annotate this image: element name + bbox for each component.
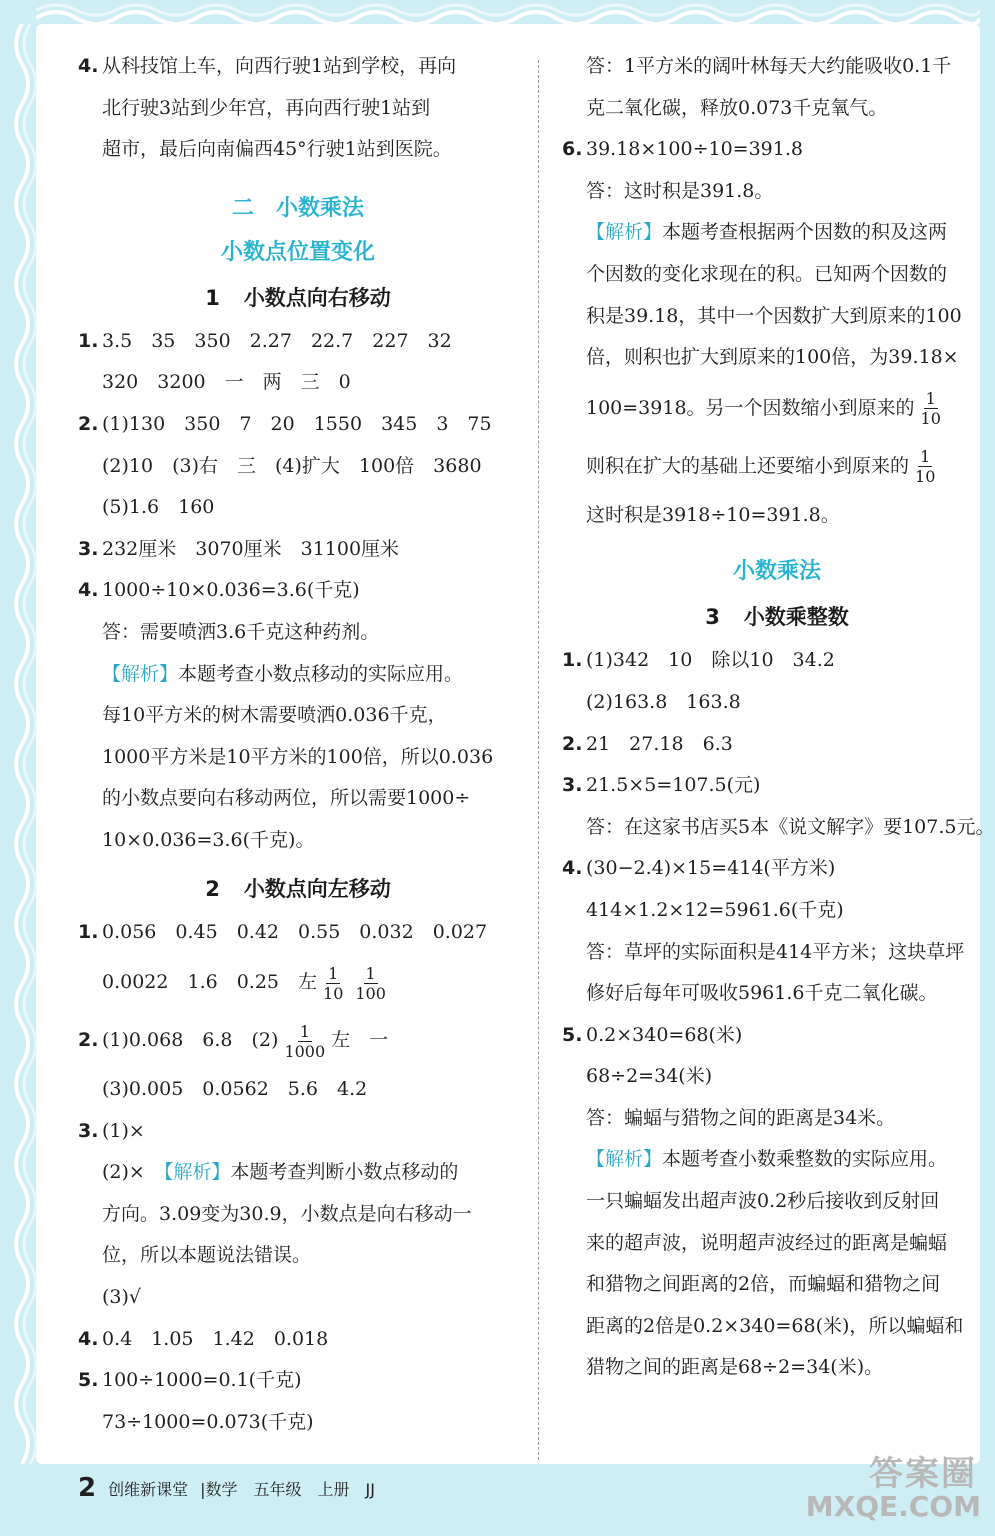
answer-line: 答：需要喷洒3.6千克这种药剂。 [102, 620, 380, 643]
answer-text: 0.2×340=68(米) [586, 1023, 743, 1046]
analysis-tag: 【解析】 [586, 1148, 663, 1171]
answer-line: 答：蝙蝠与猎物之间的距离是34米。 [586, 1106, 896, 1129]
answer-line [78, 953, 518, 1011]
answer-line: 答：这时积是391.8。 [586, 179, 774, 202]
question-number: 5. [562, 1023, 583, 1046]
answer-line [78, 404, 518, 446]
section-title: 小数乘法 [732, 559, 821, 585]
analysis-line: 位，所以本题说法错误。 [102, 1244, 312, 1267]
fraction [284, 1022, 325, 1061]
left-column [78, 46, 518, 1443]
answer-line [78, 1319, 518, 1361]
fraction [323, 964, 343, 1003]
question-number: 2. [78, 412, 99, 435]
answer-line [562, 129, 992, 171]
answer-line [78, 1360, 518, 1402]
fraction [915, 447, 935, 486]
answer-text: (1)342 10 除以10 34.2 [586, 649, 835, 672]
answer-text: 1000÷10×0.036=3.6(千克) [102, 579, 360, 602]
fraction-denominator: 100 [355, 983, 386, 1003]
watermark [807, 1446, 987, 1528]
answer-line [562, 1015, 992, 1057]
answer-line: 答：1平方米的阔叶林每天大约能吸收0.1千 [586, 55, 952, 77]
answer-line [78, 529, 518, 571]
answer-line [562, 640, 992, 682]
question-number: 1. [562, 649, 583, 672]
question-number: 3. [78, 1119, 99, 1142]
answer-text: 从科技馆上车，向西行驶1站到学校，再向 [102, 55, 457, 77]
page-number: 2 [78, 1473, 97, 1503]
book-name: 创维新课堂 [108, 1479, 189, 1499]
answer-line: 克二氧化碳，释放0.073千克氧气。 [586, 96, 888, 119]
answer-line: 答：在这家书店买5本《说文解字》要107.5元。 [586, 815, 995, 838]
analysis-line [562, 379, 992, 437]
answer-line: 修好后每年可吸收5961.6千克二氧化碳。 [586, 982, 938, 1005]
fraction [355, 964, 386, 1003]
answer-line: 答：草坪的实际面积是414平方米；这块草坪 [586, 940, 965, 963]
section-title: 小数点位置变化 [220, 239, 375, 265]
answer-line: 68÷2=34(米) [586, 1065, 713, 1088]
answer-line [78, 912, 518, 954]
answer-text: 0.4 1.05 1.42 0.018 [102, 1327, 329, 1350]
analysis-line: 一只蝙蝠发出超声波0.2秒后接收到反射回 [586, 1190, 940, 1213]
answer-text: 21 27.18 6.3 [586, 732, 733, 755]
analysis-line: 和猎物之间距离的2倍，而蝙蝠和猎物之间 [586, 1273, 941, 1296]
page-footer [78, 1468, 375, 1508]
fraction [921, 389, 941, 428]
answer-text: 39.18×100÷10=391.8 [586, 138, 803, 161]
analysis-line: 个因数的变化求现在的积。已知两个因数的 [586, 262, 948, 285]
question-number: 4. [78, 1327, 99, 1350]
answer-line: (5)1.6 160 [102, 496, 215, 519]
unit-title: 二 小数乘法 [231, 195, 364, 221]
answer-text: 21.5×5=107.5(元) [586, 774, 761, 797]
question-number: 4. [78, 55, 99, 77]
fraction-denominator: 10 [920, 409, 941, 429]
answer-text: (1)0.068 6.8 (2) [102, 1029, 279, 1052]
answer-line: (2)10 (3)右 三 (4)扩大 100倍 3680 [102, 454, 482, 477]
answer-line [562, 848, 992, 890]
answer-text: (2)× [102, 1161, 164, 1184]
fraction-numerator: 1 [365, 963, 376, 983]
analysis-line: 10×0.036=3.6(千克)。 [102, 828, 315, 851]
analysis-line: 来的超声波，说明超声波经过的距离是蝙蝠 [586, 1231, 948, 1254]
analysis-line: 猎物之间的距离是68÷2=34(米)。 [586, 1356, 884, 1379]
answer-line [562, 724, 992, 766]
answer-text: (1)130 350 7 20 1550 345 3 75 [102, 412, 492, 435]
answer-line: (2)163.8 163.8 [586, 690, 741, 713]
answer-text: 100÷1000=0.1(千克) [102, 1369, 302, 1392]
analysis-line: 这时积是3918÷10=391.8。 [586, 503, 840, 526]
column-divider [538, 60, 539, 1460]
fraction-denominator: 1000 [284, 1041, 326, 1061]
analysis-line: 积是39.18，其中一个因数扩大到原来的100 [586, 304, 962, 327]
analysis-line [562, 212, 992, 254]
fraction-numerator: 1 [299, 1021, 310, 1041]
question-number: 1. [78, 329, 99, 352]
answer-line [78, 321, 518, 363]
question-number: 2. [562, 732, 583, 755]
answer-line: 320 3200 一 两 三 0 [102, 371, 351, 394]
answer-line: 北行驶3站到少年宫，再向西行驶1站到 [102, 96, 431, 119]
answer-line: 73÷1000=0.073(千克) [102, 1410, 314, 1433]
analysis-tag: 【解析】 [586, 221, 663, 244]
analysis-line: 倍，则积也扩大到原来的100倍，为39.18× [586, 346, 959, 369]
question-number: 6. [562, 138, 583, 161]
question-number: 4. [78, 579, 99, 602]
fraction-denominator: 10 [915, 467, 936, 487]
answer-text: 0.0022 1.6 0.25 左 [102, 971, 318, 994]
analysis-line: 方向。3.09变为30.9，小数点是向右移动一 [102, 1202, 472, 1225]
lesson-number: 2 [205, 876, 220, 901]
analysis-line: 每10平方米的树木需要喷洒0.036千克， [102, 704, 447, 727]
question-number: 3. [562, 774, 583, 797]
question-number: 1. [78, 920, 99, 943]
fraction-numerator: 1 [920, 447, 931, 467]
lesson-name: 小数点向右移动 [243, 285, 391, 310]
fraction-denominator: 10 [323, 983, 344, 1003]
answer-text: (30−2.4)×15=414(平方米) [586, 857, 836, 880]
lesson-number: 3 [705, 605, 720, 630]
fraction-numerator: 1 [328, 963, 339, 983]
analysis-text: 本题考查小数点移动的实际应用。 [178, 662, 464, 685]
lesson-number: 1 [205, 285, 220, 310]
lesson-title [78, 866, 518, 912]
answer-line: 414×1.2×12=5961.6(千克) [586, 898, 844, 921]
lesson-name: 小数点向左移动 [243, 876, 391, 901]
analysis-line [562, 1139, 992, 1181]
answer-line [562, 765, 992, 807]
answer-line: 超市，最后向南偏西45°行驶1站到医院。 [102, 138, 452, 161]
analysis-text: 本题考查根据两个因数的积及这两 [662, 221, 948, 244]
answer-line: (3)0.005 0.0562 5.6 4.2 [102, 1078, 368, 1101]
answer-text: 232厘米 3070厘米 31100厘米 [102, 537, 400, 560]
decorative-wave-left [0, 24, 40, 1464]
analysis-line [562, 437, 992, 495]
analysis-text: 100=3918。另一个因数缩小到原来的 [586, 396, 915, 419]
book-subject: |数学 五年级 上册 JJ [200, 1479, 375, 1499]
analysis-text: 则积在扩大的基础上还要缩小到原来的 [586, 454, 910, 477]
analysis-line: 的小数点要向右移动两位，所以需要1000÷ [102, 787, 471, 810]
answer-text: 0.056 0.45 0.42 0.55 0.032 0.027 [102, 920, 488, 943]
lesson-title [78, 275, 518, 321]
question-number: 3. [78, 537, 99, 560]
analysis-line [78, 654, 518, 696]
question-number: 5. [78, 1369, 99, 1392]
question-number: 2. [78, 1029, 99, 1052]
lesson-title [562, 594, 992, 640]
answer-text: 3.5 35 350 2.27 22.7 227 32 [102, 329, 452, 352]
answer-line [78, 1011, 518, 1069]
right-column [562, 46, 995, 1389]
fraction-numerator: 1 [925, 389, 936, 409]
analysis-line: 1000平方米是10平方米的100倍，所以0.036 [102, 745, 494, 768]
analysis-text: 本题考查小数乘整数的实际应用。 [662, 1148, 948, 1171]
analysis-text: 本题考查判断小数点移动的 [230, 1161, 459, 1184]
question-number: 4. [562, 857, 583, 880]
analysis-line [78, 1152, 518, 1194]
lesson-name: 小数乘整数 [743, 605, 849, 630]
answer-line [78, 46, 518, 88]
watermark-url: MXQE.COM [805, 1490, 981, 1523]
answer-text: 左 一 [331, 1029, 389, 1052]
analysis-tag: 【解析】 [163, 1161, 231, 1184]
answer-line: (3)√ [102, 1286, 142, 1309]
answer-line [78, 1111, 518, 1153]
analysis-tag: 【解析】 [102, 662, 179, 685]
answer-text: (1)× [102, 1119, 145, 1142]
watermark-logo: 答案圈 [869, 1454, 977, 1494]
analysis-line: 距离的2倍是0.2×340=68(米)，所以蝙蝠和 [586, 1314, 964, 1337]
answer-line [78, 570, 518, 612]
